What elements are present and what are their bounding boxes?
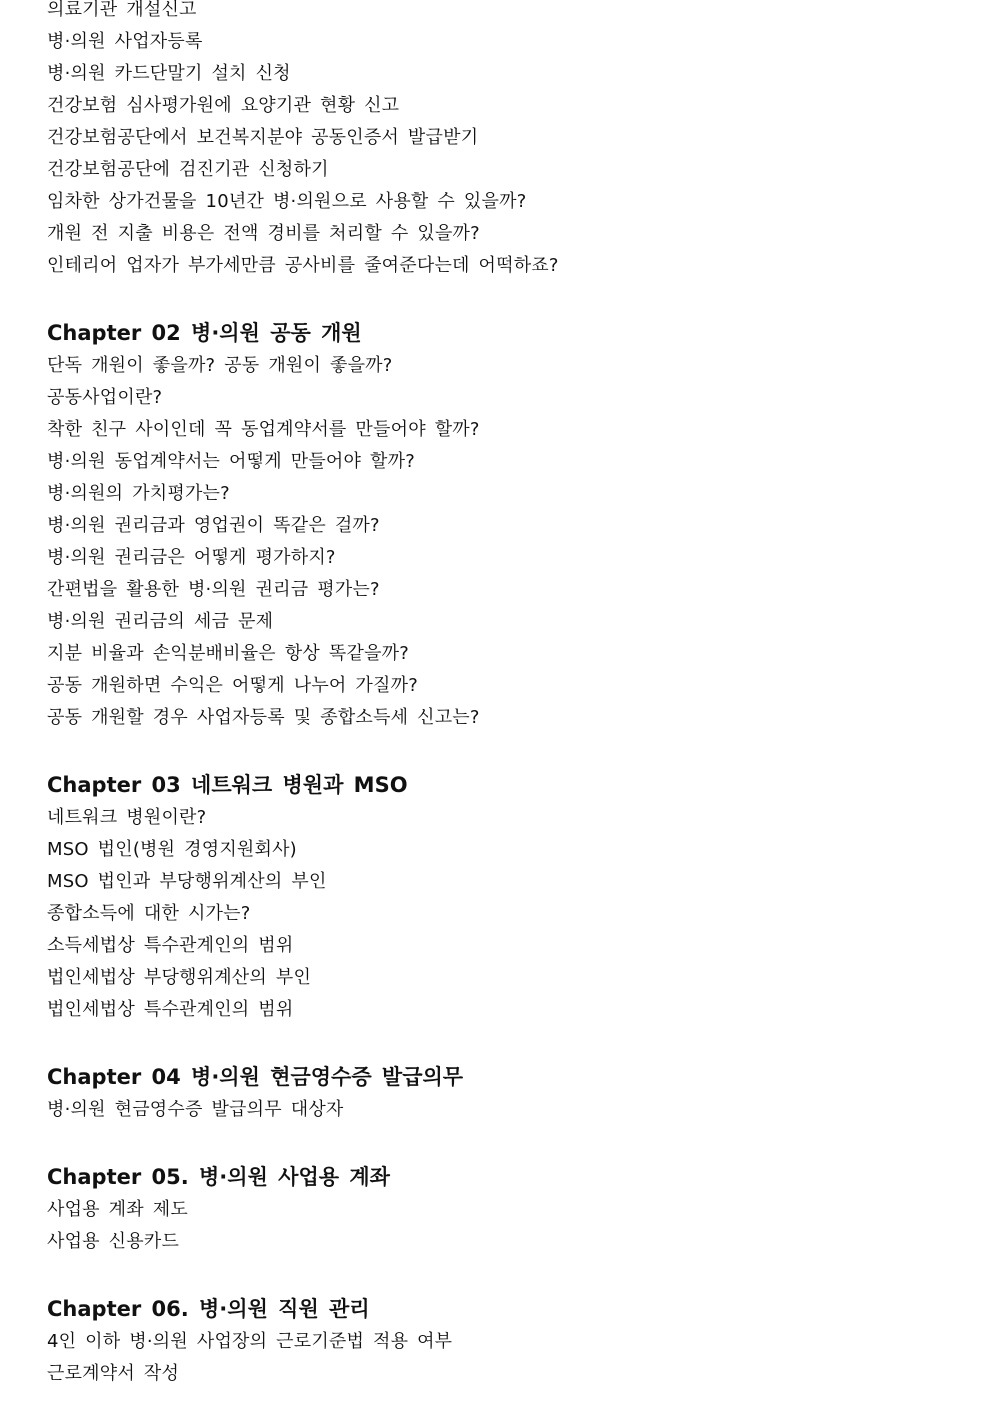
list-item: 병·의원의 가치평가는? bbox=[47, 483, 230, 504]
list-item: 공동 개원하면 수익은 어떻게 나누어 가질까? bbox=[47, 675, 418, 696]
chapter-title: Chapter 06. 병·의원 직원 관리 bbox=[47, 1297, 370, 1321]
intro-item-list bbox=[47, 0, 947, 282]
list-item: 소득세법상 특수관계인의 범위 bbox=[47, 935, 294, 956]
list-item: 병·의원 동업계약서는 어떻게 만들어야 할까? bbox=[47, 451, 415, 472]
chapter-05 bbox=[47, 1160, 947, 1258]
list-item: 착한 친구 사이인데 꼭 동업계약서를 만들어야 할까? bbox=[47, 419, 480, 440]
chapter-06 bbox=[47, 1292, 947, 1390]
list-item: 병·의원 카드단말기 설치 신청 bbox=[47, 63, 291, 84]
list-item: 공동 개원할 경우 사업자등록 및 종합소득세 신고는? bbox=[47, 707, 480, 728]
list-item: 법인세법상 특수관계인의 범위 bbox=[47, 999, 294, 1020]
list-item: 인테리어 업자가 부가세만큼 공사비를 줄여준다는데 어떡하죠? bbox=[47, 255, 559, 276]
list-item: MSO 법인과 부당행위계산의 부인 bbox=[47, 871, 327, 892]
list-item: 근로계약서 작성 bbox=[47, 1363, 180, 1384]
chapter-title: Chapter 05. 병·의원 사업용 계좌 bbox=[47, 1165, 390, 1189]
list-item: 종합소득에 대한 시가는? bbox=[47, 903, 251, 924]
list-item: 단독 개원이 좋을까? 공동 개원이 좋을까? bbox=[47, 355, 393, 376]
list-item: 병·의원 권리금의 세금 문제 bbox=[47, 611, 274, 632]
list-item: 법인세법상 부당행위계산의 부인 bbox=[47, 967, 312, 988]
table-of-contents bbox=[47, 0, 947, 1390]
chapter-03 bbox=[47, 768, 947, 1026]
chapter-title: Chapter 04 병·의원 현금영수증 발급의무 bbox=[47, 1065, 464, 1089]
list-item: 건강보험 심사평가원에 요양기관 현황 신고 bbox=[47, 95, 400, 116]
list-item: 사업용 계좌 제도 bbox=[47, 1199, 188, 1220]
list-item: 4인 이하 병·의원 사업장의 근로기준법 적용 여부 bbox=[47, 1331, 453, 1352]
list-item: 공동사업이란? bbox=[47, 387, 163, 408]
list-item: 병·의원 사업자등록 bbox=[47, 31, 203, 52]
list-item: 병·의원 현금영수증 발급의무 대상자 bbox=[47, 1099, 344, 1120]
list-item: 사업용 신용카드 bbox=[47, 1231, 180, 1252]
list-item: 병·의원 권리금과 영업권이 똑같은 걸까? bbox=[47, 515, 380, 536]
chapter-title: Chapter 02 병·의원 공동 개원 bbox=[47, 321, 362, 345]
chapter-04 bbox=[47, 1060, 947, 1126]
list-item: 지분 비율과 손익분배비율은 항상 똑같을까? bbox=[47, 643, 410, 664]
list-item: 네트워크 병원이란? bbox=[47, 807, 207, 828]
list-item: 간편법을 활용한 병·의원 권리금 평가는? bbox=[47, 579, 380, 600]
list-item: 임차한 상가건물을 10년간 병·의원으로 사용할 수 있을까? bbox=[47, 191, 527, 212]
list-item: 개원 전 지출 비용은 전액 경비를 처리할 수 있을까? bbox=[47, 223, 480, 244]
list-item: 의료기관 개설신고 bbox=[47, 0, 197, 20]
list-item: 병·의원 권리금은 어떻게 평가하지? bbox=[47, 547, 336, 568]
list-item: MSO 법인(병원 경영지원회사) bbox=[47, 839, 297, 860]
chapter-02 bbox=[47, 316, 947, 734]
list-item: 건강보험공단에 검진기관 신청하기 bbox=[47, 159, 329, 180]
list-item: 건강보험공단에서 보건복지분야 공동인증서 발급받기 bbox=[47, 127, 479, 148]
chapter-title: Chapter 03 네트워크 병원과 MSO bbox=[47, 773, 408, 797]
